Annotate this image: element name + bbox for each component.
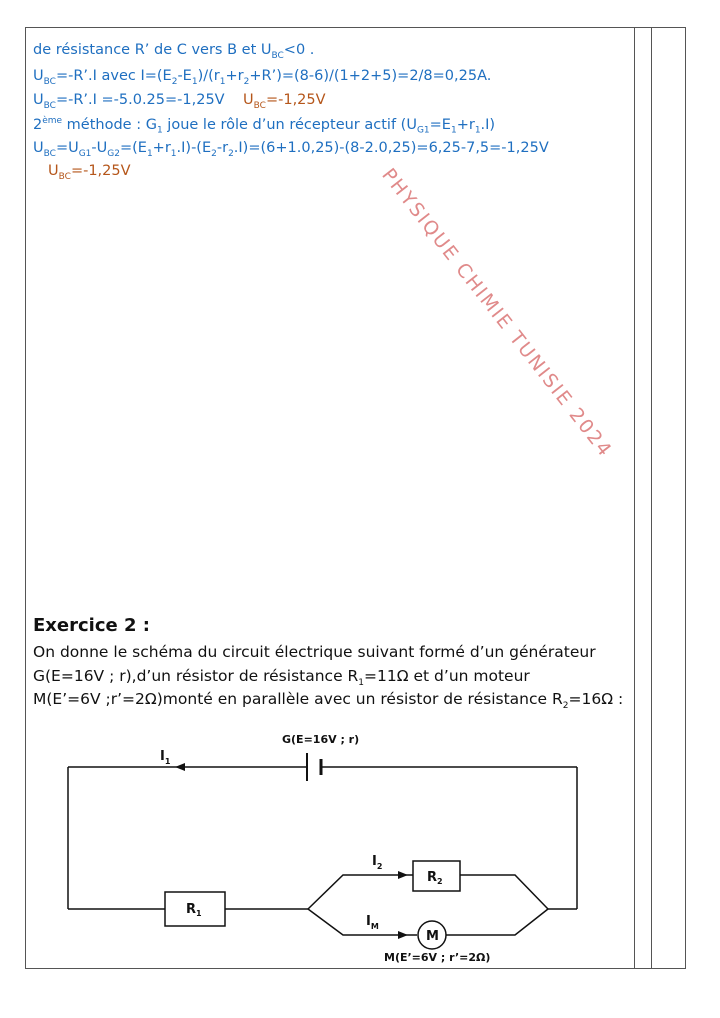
generator-label: G(E=16V ; r) <box>282 733 360 746</box>
solution-line-1: de résistance R’ de C vers B et $U_{BC}<0$ . <box>33 42 315 61</box>
label-r2: $R_2$ <box>427 870 443 886</box>
solution-line-2: $U_{BC}=-R’.I$ avec $I=(E_2-E_1)/(r_1+r_2+R’)=(8-6)/(1+2+5)=2/8=0,25A$. <box>33 68 492 87</box>
upper-branch-left <box>308 875 413 909</box>
current-arrow-i1 <box>175 763 185 771</box>
exercise-title: Exercice 2 : <box>33 615 150 636</box>
circuit-diagram <box>0 725 720 970</box>
exercise-text-3: M(E’=6V ;r’=2Ω)monté en parallèle avec un résistor de résistance $R_2=16\Omega$ : <box>33 690 624 712</box>
watermark: PHYSIQUE CHIMIE TUNISIE 2024 <box>377 164 617 462</box>
exercise-text-2: G(E=16V ; r),d’un résistor de résistance $R_1=11\Omega$ et d’un moteur <box>33 667 530 689</box>
result-ubc: $U_{BC}=-1,25V$ <box>243 92 326 111</box>
upper-branch-right <box>460 875 548 909</box>
label-i1: $I_1$ <box>160 749 171 766</box>
solution-line-3: $U_{BC}=-R’.I =-5.0.25=-1,25V$ $U_{BC}=-1,25V$ <box>33 92 326 111</box>
current-arrow-i2 <box>398 871 408 879</box>
solution-line-6: $U_{BC}=-1,25V$ <box>48 163 131 182</box>
motor-label: M(E’=6V ; r’=2Ω) <box>384 951 491 964</box>
label-im: $I_M$ <box>366 914 379 931</box>
label-r1: $R_1$ <box>186 902 202 918</box>
solution-line-5: $U_{BC}=U_{G1}-U_{G2}=(E_1+r_1.I)-(E_2-r_2.I)=(6+1.0,25)-(8-2.0,25)=6,25-7,5=-1,25V$ <box>33 140 549 159</box>
lower-branch-right <box>446 909 548 935</box>
solution-line-4: 2ème méthode : $G_1$ joue le rôle d’un récepteur actif $(U_{G1}=E_1+r_1.I)$ <box>33 116 496 136</box>
exercise-text-1: On donne le schéma du circuit électrique suivant formé d’un générateur <box>33 643 596 661</box>
label-motor: M <box>426 929 439 944</box>
label-i2: $I_2$ <box>372 854 383 871</box>
lower-branch-left <box>308 909 417 935</box>
current-arrow-im <box>398 931 408 939</box>
